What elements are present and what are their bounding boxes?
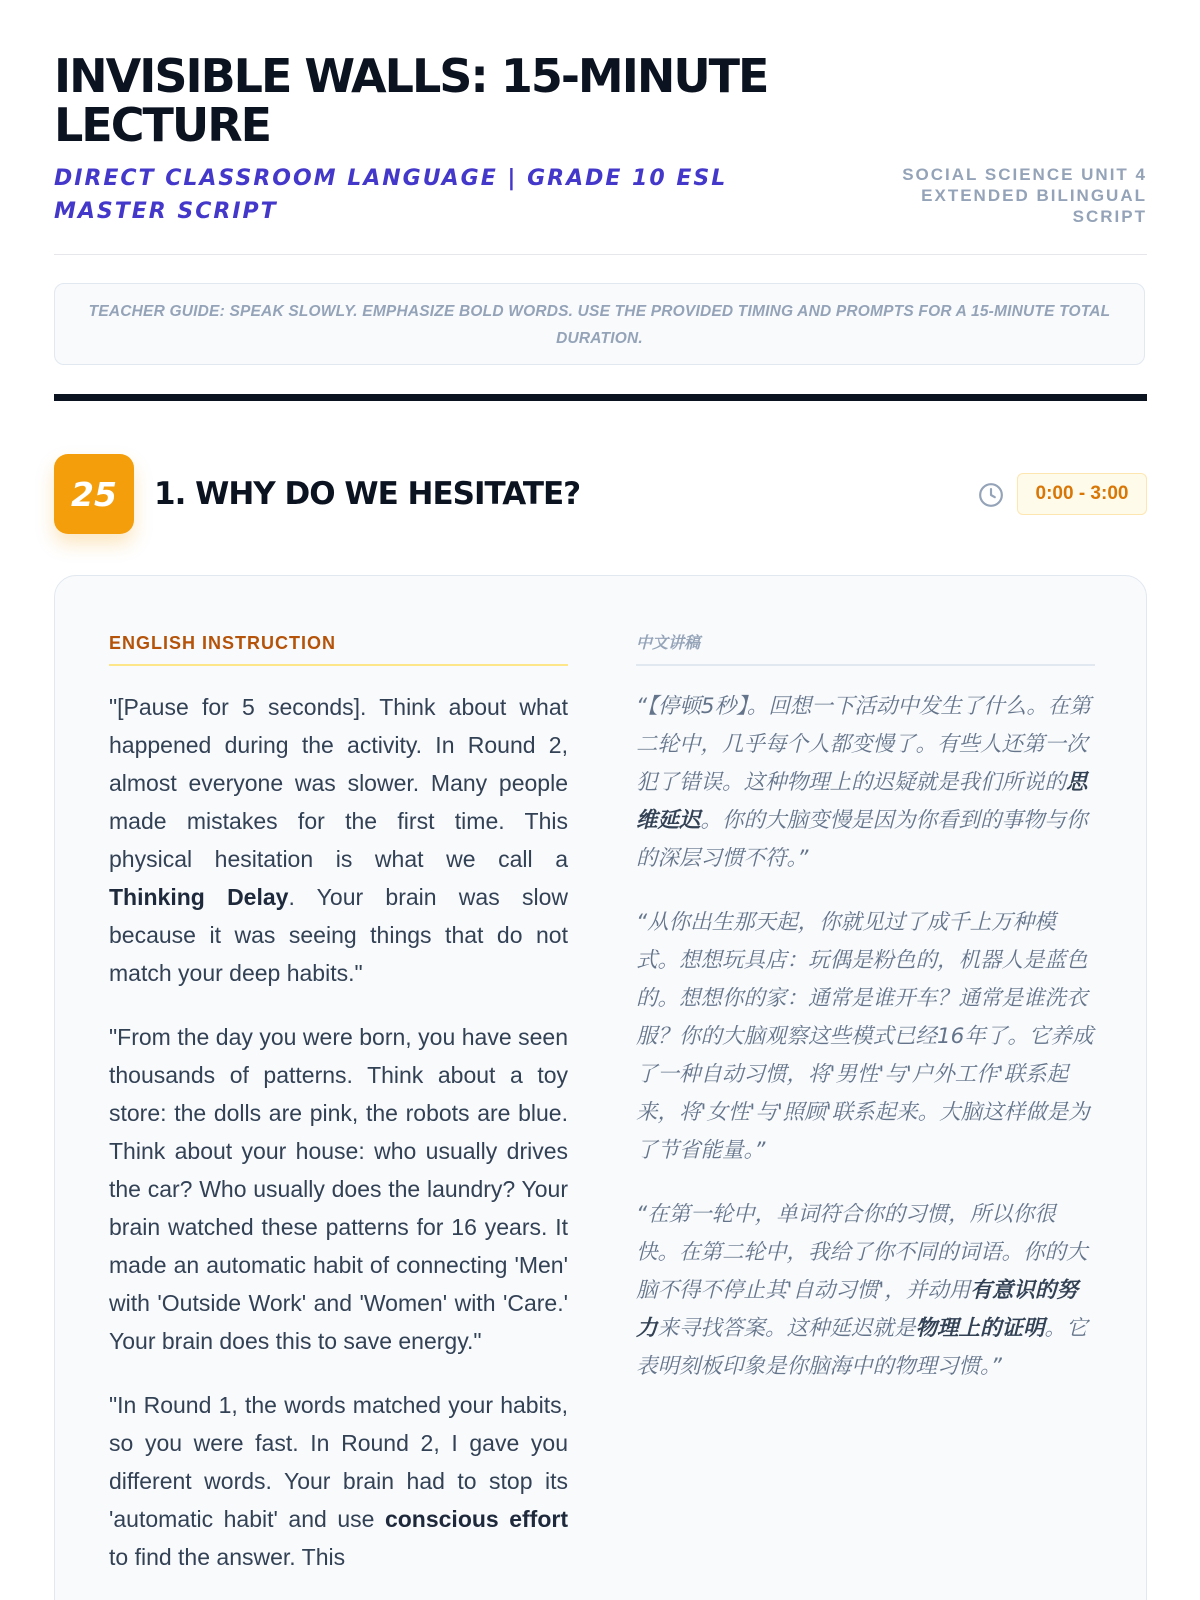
chinese-paragraph-3 xyxy=(636,1196,1095,1386)
english-p1-emphasis: Thinking Delay xyxy=(109,884,289,910)
section-title: 1. WHY DO WE HESITATE? xyxy=(154,476,581,512)
bilingual-script-card xyxy=(54,575,1147,1600)
english-p1-text-a: "[Pause for 5 seconds]. Think about what happened during the activity. In Round 2, almost everyone was slower. Many people made mistakes for the first time. This physical hesitation is what we call a xyxy=(109,694,568,872)
chinese-paragraph-2: “从你出生那天起，你就见过了成千上万种模式。想想玩具店：玩偶是粉色的，机器人是蓝色的。想想你的家：通常是谁开车？通常是谁洗衣服？你的大脑观察这些模式已经16年了。它养成了一种自动习惯，将'男性'与'户外工作'联系起来，将'女性'与'照顾'联系起来。大脑这样做是为了节省能量。” xyxy=(636,910,1094,1163)
chinese-p1-text-c: 。你的大脑变慢是因为你看到的事物与你的深层习惯不符。” xyxy=(636,808,1088,871)
unit-meta xyxy=(887,164,1147,227)
chinese-column xyxy=(636,632,1095,1412)
time-range-badge: 0:00 - 3:00 xyxy=(1017,473,1147,515)
header-divider xyxy=(54,254,1147,255)
chinese-p3-text-e: 。它表明刻板印象是你脑海中的物理习惯。” xyxy=(636,1316,1088,1379)
english-p3-emphasis: conscious effort xyxy=(384,1506,569,1532)
english-paragraph-1 xyxy=(109,688,568,992)
chinese-p1-emphasis: 思维延迟 xyxy=(636,770,1088,833)
section-divider xyxy=(54,394,1147,401)
page-title: INVISIBLE WALLS: 15-MINUTE LECTURE xyxy=(54,49,768,152)
page-subtitle: DIRECT CLASSROOM LANGUAGE | GRADE 10 ESL MASTER SCRIPT xyxy=(54,166,728,224)
chinese-paragraph-1 xyxy=(636,688,1095,878)
english-p3-text-c: to find the answer. This xyxy=(109,1544,346,1570)
chinese-p3-emphasis-1: 有意识的努力 xyxy=(636,1278,1078,1341)
chinese-p3-text-c: 来寻找答案。这种延迟就是 xyxy=(657,1316,916,1341)
unit-meta-line-2: EXTENDED BILINGUAL SCRIPT xyxy=(921,186,1147,226)
chinese-p3-text-a: “在第一轮中，单词符合你的习惯，所以你很快。在第二轮中，我给了你不同的词语。你的大脑不得不停止其'自动习惯'，并动用 xyxy=(636,1202,1088,1303)
page-header xyxy=(54,49,1147,228)
unit-meta-line-1: SOCIAL SCIENCE UNIT 4 xyxy=(902,165,1147,184)
english-paragraph-3 xyxy=(109,1386,568,1576)
english-column xyxy=(109,632,568,1600)
english-column-heading: ENGLISH INSTRUCTION xyxy=(109,632,568,666)
chinese-p3-emphasis-2: 物理上的证明 xyxy=(915,1316,1045,1341)
english-p1-text-c: . Your brain was slow because it was seeing things that do not match your deep habits." xyxy=(109,884,568,986)
teacher-guide-note: TEACHER GUIDE: SPEAK SLOWLY. EMPHASIZE BOLD WORDS. USE THE PROVIDED TIMING AND PROMPTS FOR A 15-MINUTE TOTAL DURATION. xyxy=(54,283,1145,365)
section-number-badge: 25 xyxy=(54,454,134,534)
clock-icon xyxy=(978,482,1004,508)
chinese-p1-text-a: “【停顿5秒】。回想一下活动中发生了什么。在第二轮中，几乎每个人都变慢了。有些人还第一次犯了错误。这种物理上的迟疑就是我们所说的 xyxy=(636,694,1091,795)
english-p3-text-a: "In Round 1, the words matched your habits, so you were fast. In Round 2, I gave you different words. Your brain had to stop its 'automatic habit' and use xyxy=(109,1392,568,1532)
english-paragraph-2: "From the day you were born, you have seen thousands of patterns. Think about a toy store: the dolls are pink, the robots are blue. Think about your house: who usually drives the car? Who usually does the laundry? Your brain watched these patterns for 16 years. It made an automatic habit of connecting 'Men' with 'Outside Work' and 'Women' with 'Care.' Your brain does this to save energy." xyxy=(109,1024,568,1354)
chinese-column-heading: 中文讲稿 xyxy=(636,632,1095,666)
